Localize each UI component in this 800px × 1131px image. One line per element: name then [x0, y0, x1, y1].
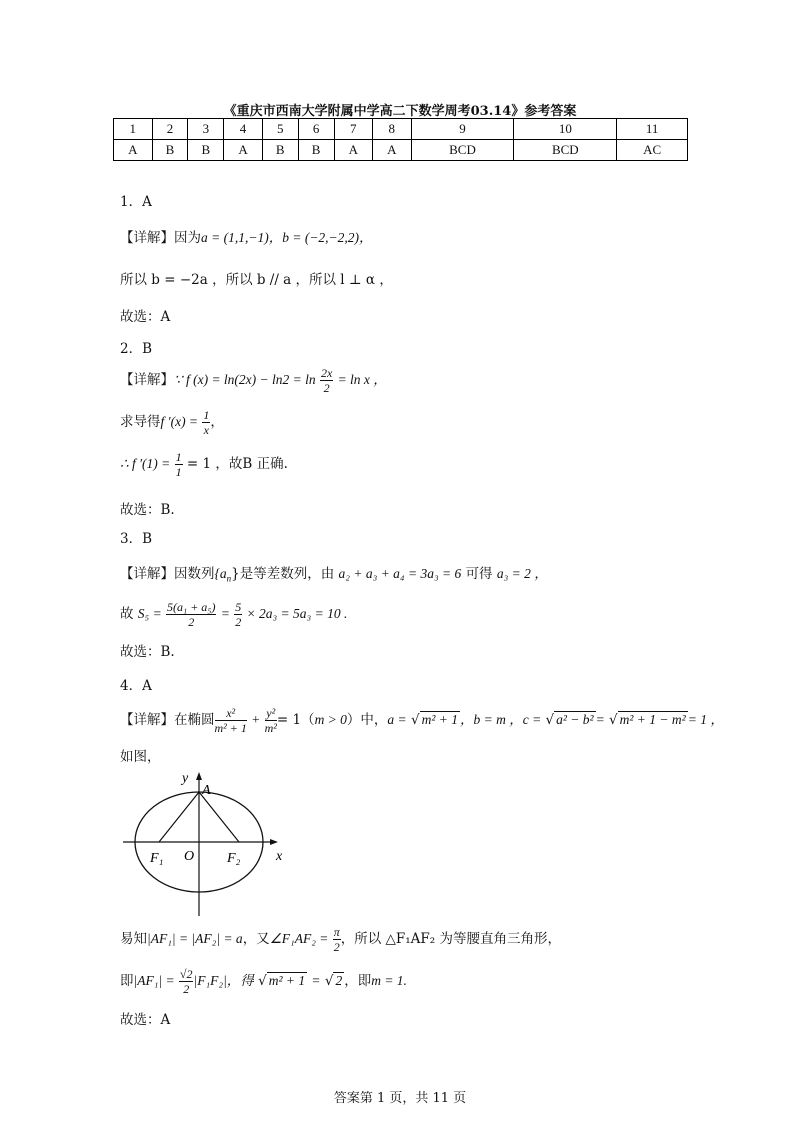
radicand: a² − b² [556, 712, 594, 727]
denominator: 2 [235, 615, 242, 629]
q3-line-2-prefix: 故 [120, 606, 134, 622]
radicand: m² + 1 − m² [619, 712, 686, 727]
q2-line-3-suffix: = 1 ，故B 正确. [186, 456, 288, 472]
denominator: 2 [183, 982, 190, 996]
page-footer: 答案第 1 页，共 11 页 [333, 1091, 467, 1106]
label-f2: F₂ [227, 851, 241, 866]
q4-b-c: ，b = m ，c = [460, 712, 542, 727]
q4-line-4-mid: |F₁F₂|，得 [193, 973, 254, 988]
q4-condition: m > 0 [314, 712, 347, 727]
q3-heading: 3．B [120, 531, 153, 547]
table-cell: A [334, 140, 373, 161]
q4-line-3-prefix: 易知 [120, 931, 147, 947]
q1-line-1-math: a = (1,1,−1)，b = (−2,−2,2)， [201, 230, 373, 245]
denominator: 2 [323, 381, 330, 395]
q3-conclusion: 故选：B. [120, 644, 175, 660]
plus-sign: + [251, 712, 261, 727]
fraction [166, 600, 216, 629]
q4-line-4-math: |AF₁| = [133, 973, 175, 988]
q2-line-2 [120, 408, 224, 437]
numerator: π [333, 925, 340, 939]
q2-line-1-math-a: ∵ f (x) = ln(2x) − ln2 = ln [174, 372, 316, 387]
q2-line-3 [120, 450, 288, 479]
q3-line-2 [120, 600, 347, 629]
q2-line-2-math: f ′(x) = [160, 414, 199, 429]
q4-line-1-mid: ）中， [346, 712, 388, 728]
denominator: m² [264, 721, 277, 735]
q4-line-3 [120, 925, 561, 954]
q3-line-1-math: a₂ + a₃ + a₄ = 3a₃ = 6 [338, 566, 462, 581]
ellipse-figure [120, 768, 300, 922]
denominator: 2 [333, 940, 340, 954]
table-cell: 2 [152, 119, 188, 140]
table-cell: BCD [411, 140, 514, 161]
q3-line-1-result: a₃ = 2 ， [496, 566, 548, 581]
table-cell: B [262, 140, 298, 161]
numerator: 1 [203, 408, 210, 422]
q3-line-1-mid: }是等差数列，由 [231, 566, 335, 582]
q1-line-1-prefix: 【详解】因为 [120, 230, 201, 246]
fraction [215, 706, 247, 735]
fraction [179, 967, 194, 996]
radicand: m² + 1 [268, 973, 306, 988]
label-f1: F₁ [150, 851, 164, 866]
page-title: 《重庆市西南大学附属中学高二下数学周考03.14》参考答案 [223, 104, 577, 119]
q4-line-3-mid: ，又 [242, 931, 270, 947]
table-cell: A [373, 140, 412, 161]
fraction [320, 366, 333, 395]
q4-line-3-suffix: ，所以 △F₁AF₂ 为等腰直角三角形， [340, 931, 561, 947]
q2-line-1 [120, 366, 387, 395]
radicand: 2 [335, 973, 343, 988]
equals-sign: = [595, 712, 605, 727]
q2-line-2-suffix: ， [210, 414, 224, 430]
table-cell: 3 [188, 119, 224, 140]
radicand: m² + 1 [421, 712, 458, 727]
fraction [265, 706, 277, 735]
q2-line-3-math: ∴ f ′(1) = [120, 456, 171, 471]
q3-line-1-suffix: 可得 [465, 566, 493, 582]
table-cell: BCD [514, 140, 617, 161]
q4-line-4-prefix: 即 [120, 973, 134, 989]
q4-heading: 4．A [120, 678, 152, 694]
x-axis-arrow [270, 839, 278, 845]
numerator: 5(a₁ + a₅) [167, 600, 216, 614]
fraction [333, 925, 341, 954]
table-cell: 5 [262, 119, 298, 140]
q2-line-1-prefix: 【详解】 [120, 372, 174, 388]
denominator: 1 [175, 465, 182, 479]
table-cell: A [224, 140, 263, 161]
table-cell: 4 [224, 119, 263, 140]
numerator: 2x [320, 366, 333, 380]
q4-line-3-math: |AF₁| = |AF₂| = a [147, 931, 243, 946]
numerator: x² [215, 706, 247, 721]
answer-table [113, 118, 688, 161]
table-cell: 9 [411, 119, 514, 140]
q4-line-4-suffix: ，即 [344, 973, 372, 989]
q4-line-1: 【详解】在椭圆 $\frac{\text{x²}}{\text{m² + 1}}$ + $\frac{\text{y²}}{\text{m²}}$ = 1（m > 0）中，a = √ m² + 1 ，b = m ，c = √ a² − b² = √ m² + 1 − m² = 1 ， [120, 706, 724, 735]
q4-equation-end: = 1（ [276, 712, 315, 728]
table-cell: 10 [514, 119, 617, 140]
table-cell: B [188, 140, 224, 161]
equals-sign: = [311, 973, 321, 988]
table-cell: 6 [298, 119, 334, 140]
table-cell: A [114, 140, 153, 161]
q3-line-2-math-a: S₅ = [137, 606, 162, 621]
denominator: 2 [188, 615, 195, 629]
table-cell: B [152, 140, 188, 161]
q1-conclusion: 故选：A [120, 309, 171, 325]
q2-conclusion: 故选：B. [120, 502, 175, 518]
answer-table-answer-row [114, 140, 688, 161]
denominator: x [203, 423, 209, 437]
numerator: 5 [235, 600, 242, 614]
q3-line-1: 【详解】因数列$\{a_n\}$是等差数列，由 a₂ + a₃ + a₄ = 3a₃ = 6 可得 a₃ = 2 ， [120, 566, 548, 584]
q4-angle: ∠F₁AF₂ = [269, 931, 329, 946]
ellipse-diagram [120, 768, 300, 918]
fraction [234, 600, 242, 629]
q4-line-1-prefix: 【详解】在椭圆 [120, 712, 215, 728]
denominator: m² + 1 [214, 721, 247, 735]
q2-line-2-prefix: 求导得 [120, 414, 161, 430]
q4-c-result: = 1 ， [687, 712, 724, 727]
q4-line-2: 如图， [120, 749, 161, 765]
table-cell: 7 [334, 119, 373, 140]
numerator: √2 [179, 967, 193, 981]
numerator: y² [266, 706, 276, 720]
table-cell: AC [617, 140, 688, 161]
q2-heading: 2．B [120, 341, 153, 357]
fraction [175, 450, 183, 479]
q1-line-2: 所以 b = −2a ，所以 b // a ，所以 l ⊥ α ， [120, 272, 393, 288]
numerator: 1 [175, 450, 182, 464]
q3-sequence: {a [214, 566, 227, 581]
q3-line-1-prefix: 【详解】因数列 [120, 566, 215, 582]
q2-line-1-math-b: = ln x ， [337, 372, 387, 387]
label-x: x [276, 849, 283, 864]
q4-line-4: 即|AF₁| = $\frac{√2}{2}$ |F₁F₂|，得 √ m² + 1 = √ 2 ，即m = 1. [120, 967, 407, 996]
q3-line-2-eq: = [220, 606, 230, 621]
table-cell: 11 [617, 119, 688, 140]
label-o: O [184, 849, 195, 864]
q4-result: m = 1. [371, 973, 407, 988]
label-y: y [182, 771, 189, 786]
q4-a-value: a = [387, 712, 407, 727]
table-cell: 8 [373, 119, 412, 140]
q3-line-2-math-b: × 2a₃ = 5a₃ = 10 . [246, 606, 348, 621]
q4-conclusion: 故选：A [120, 1012, 171, 1028]
y-axis-arrow [196, 772, 202, 780]
q1-heading: 1．A [120, 194, 152, 210]
label-a: A [202, 783, 211, 798]
q1-line-1 [120, 226, 373, 246]
answer-table-number-row [114, 119, 688, 140]
table-cell: B [298, 140, 334, 161]
table-cell: 1 [114, 119, 153, 140]
